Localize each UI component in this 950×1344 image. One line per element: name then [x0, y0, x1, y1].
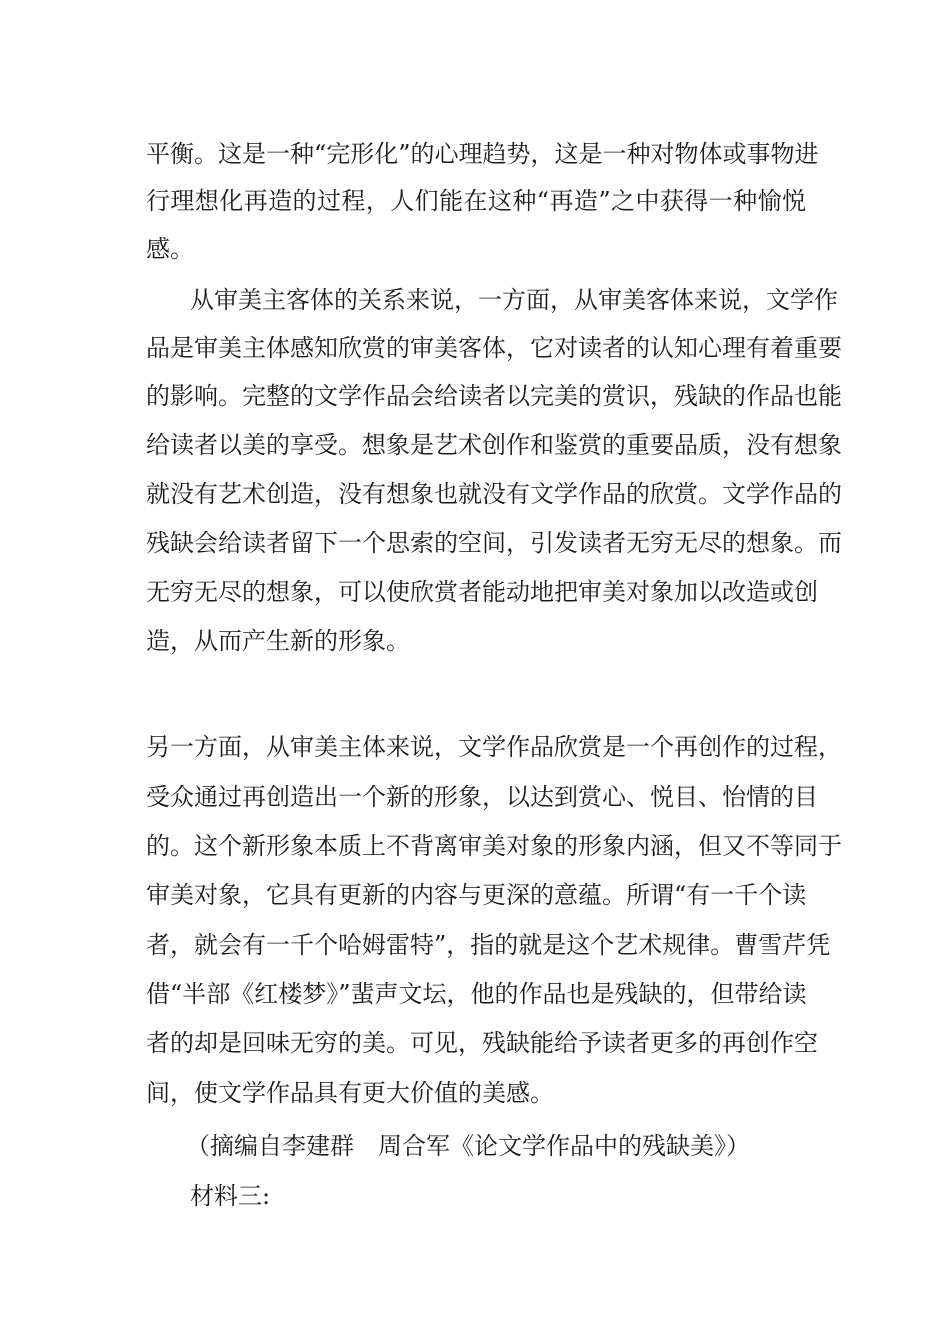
text-line: 从审美主客体的关系来说，一方面，从审美客体来说，文学作 [190, 286, 838, 314]
text-line: 另一方面，从审美主体来说，文学作品欣赏是一个再创作的过程， [146, 733, 842, 761]
text-line: 给读者以美的享受。想象是艺术创作和鉴赏的重要品质，没有想象 [146, 431, 842, 459]
text-line: 的影响。完整的文学作品会给读者以完美的赏识，残缺的作品也能 [146, 382, 842, 410]
text-line: 的。这个新形象本质上不背离审美对象的形象内涵，但又不等同于 [146, 832, 842, 860]
text-line: 残缺会给读者留下一个思索的空间，引发读者无穷无尽的想象。而 [146, 529, 842, 557]
text-line: 者，就会有一千个哈姆雷特”，指的就是这个艺术规律。曹雪芹凭 [146, 931, 831, 959]
text-line: 无穷无尽的想象，可以使欣赏者能动地把审美对象加以改造或创 [146, 578, 818, 606]
text-line: 品是审美主体感知欣赏的审美客体，它对读者的认知心理有着重要 [146, 334, 842, 362]
text-line: 借“半部《红楼梦》”蜚声文坛，他的作品也是残缺的，但带给读 [146, 980, 807, 1008]
text-line: 行理想化再造的过程，人们能在这种“再造”之中获得一种愉悦 [146, 187, 806, 215]
section-label: 材料三: [190, 1182, 271, 1210]
text-line: 审美对象，它具有更新的内容与更深的意蕴。所谓“有一千个读 [146, 881, 807, 909]
text-line: 平衡。这是一种“完形化”的心理趋势，这是一种对物体或事物进 [146, 140, 819, 168]
text-line: 造，从而产生新的形象。 [146, 627, 410, 655]
text-line: 感。 [146, 235, 194, 263]
text-line: 者的却是回味无穷的美。可见，残缺能给予读者更多的再创作空 [146, 1029, 818, 1057]
text-line: 受众通过再创造出一个新的形象，以达到赏心、悦目、怡情的目 [146, 783, 818, 811]
text-line: 间，使文学作品具有更大价值的美感。 [146, 1079, 554, 1107]
citation: （摘编自李建群 周合军《论文学作品中的残缺美》） [186, 1132, 750, 1160]
text-line: 就没有艺术创造，没有想象也就没有文学作品的欣赏。文学作品的 [146, 480, 842, 508]
